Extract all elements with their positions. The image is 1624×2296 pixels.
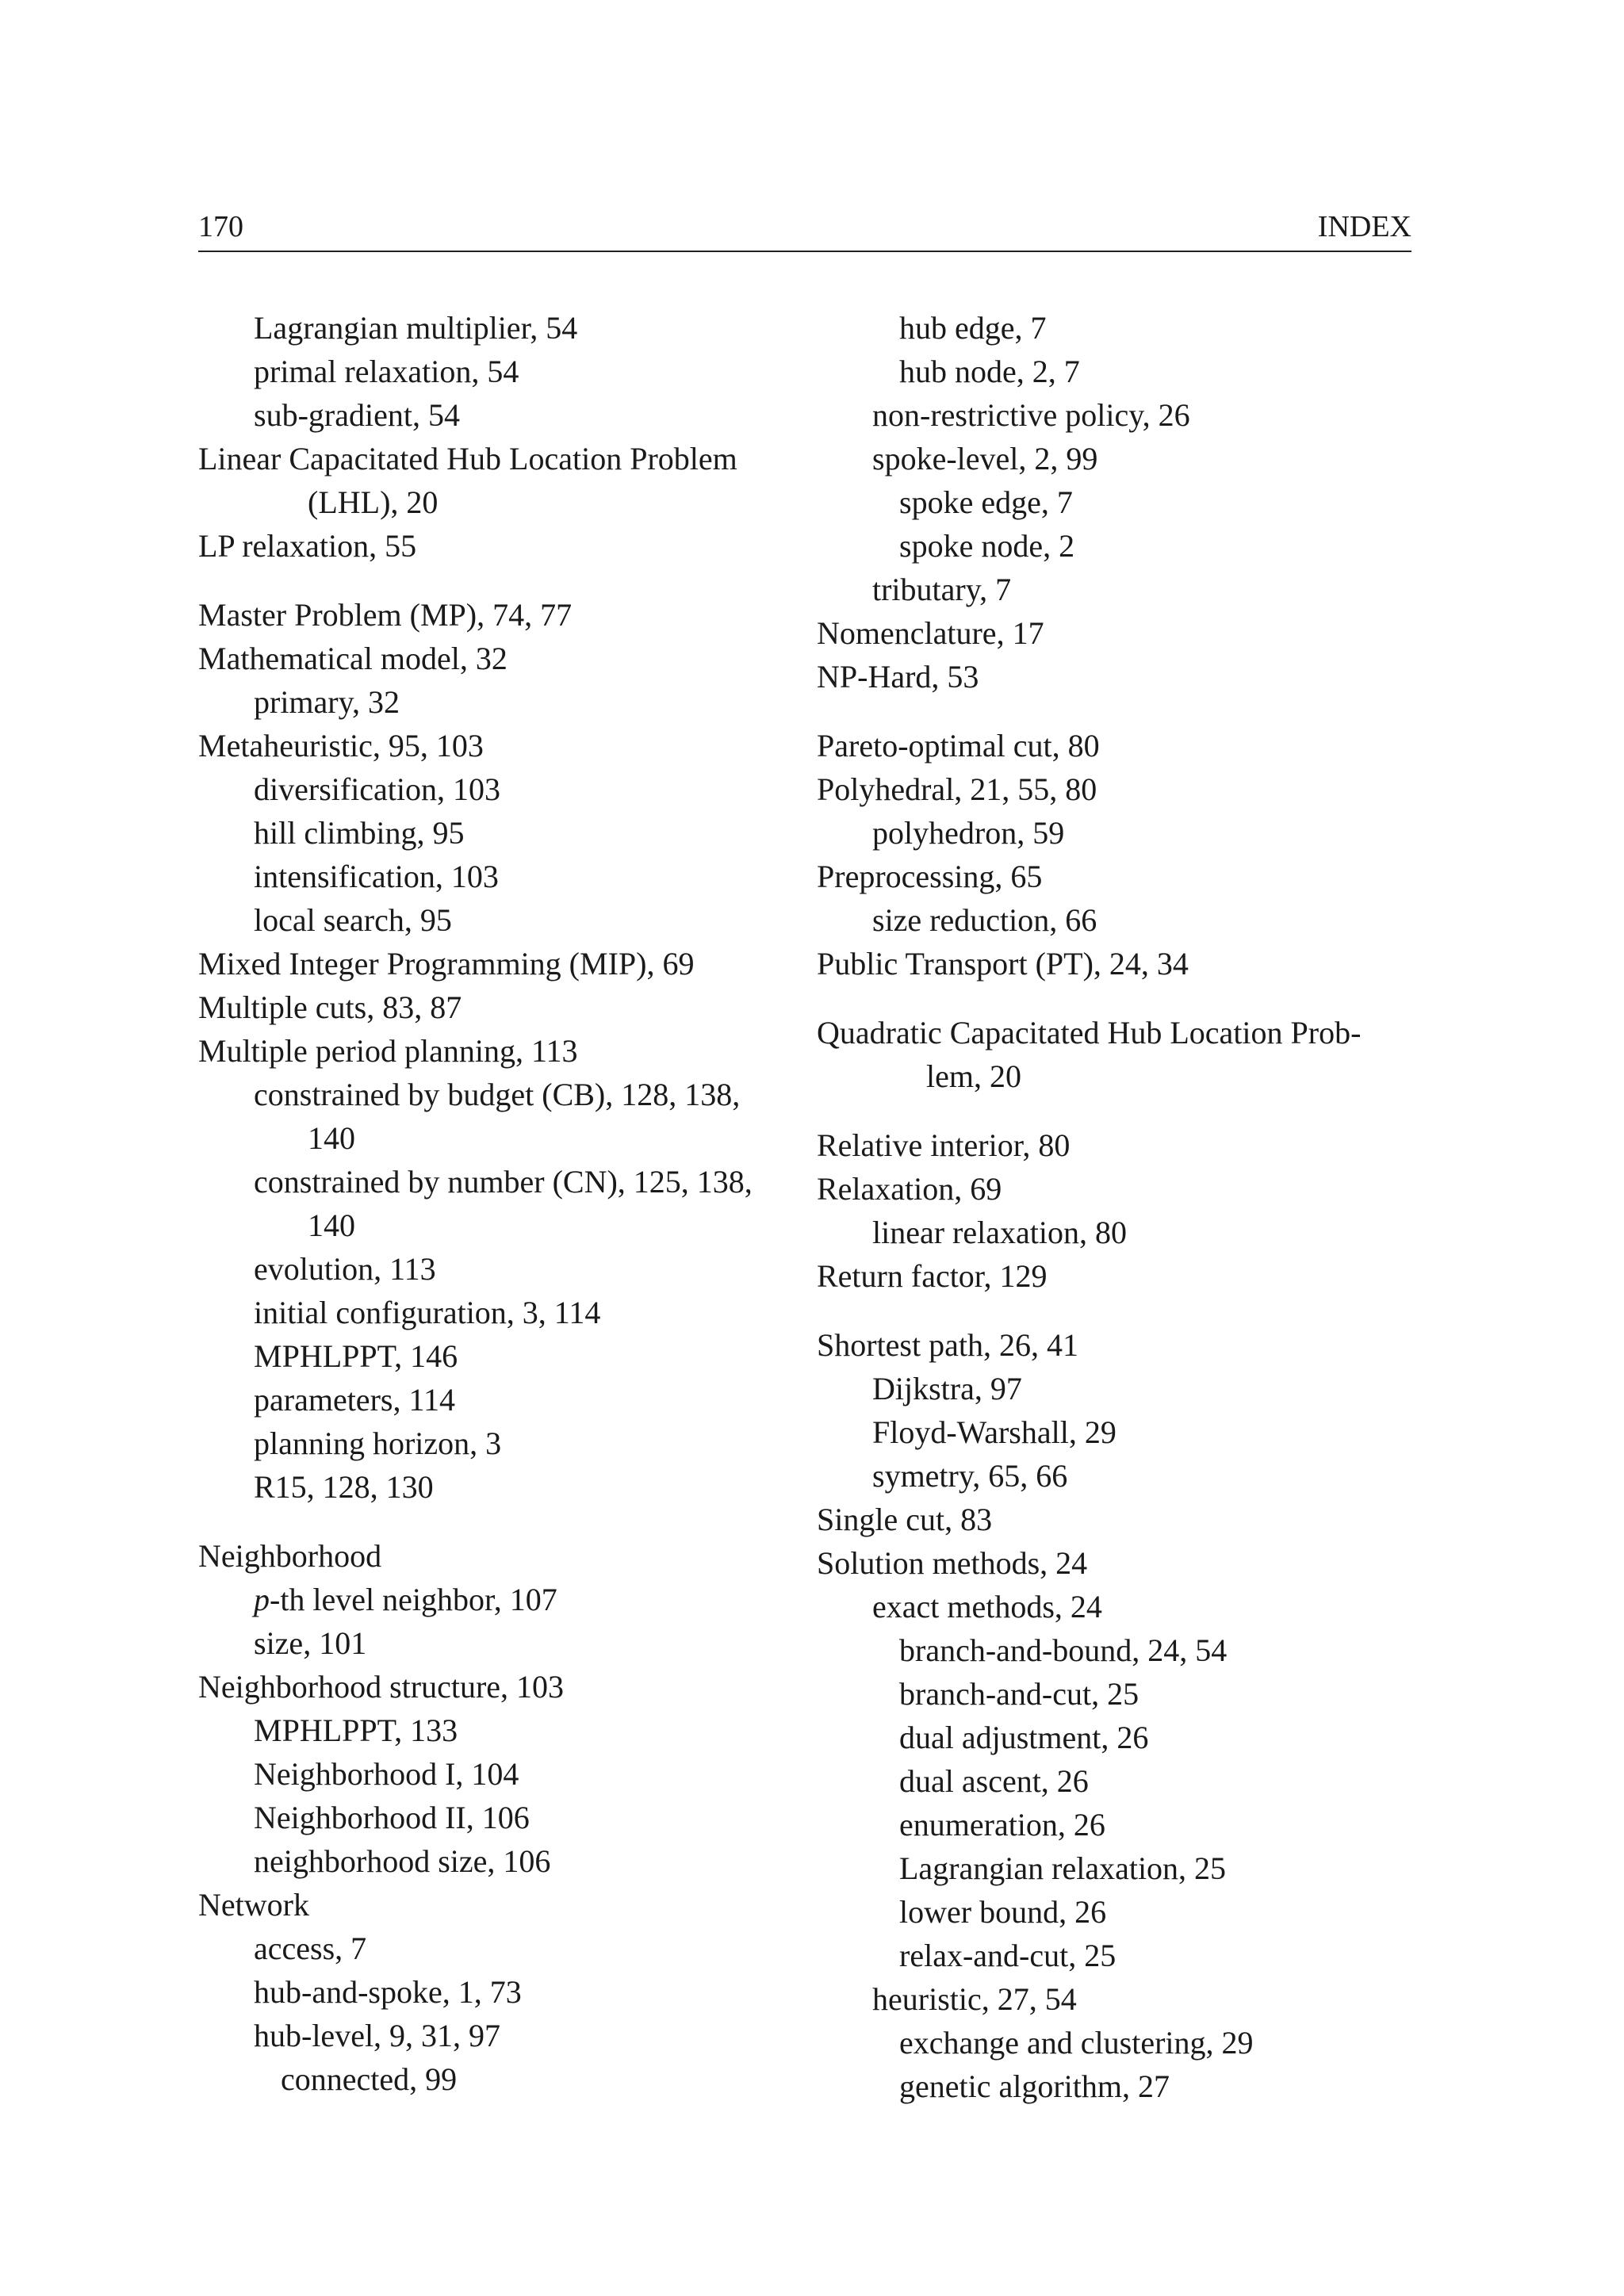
index-entry <box>817 767 1419 811</box>
entry-group-gap <box>198 568 801 593</box>
entry-text: Quadratic Capacitated Hub Location Prob- <box>817 1015 1362 1050</box>
entry-text: local search, 95 <box>254 902 452 938</box>
index-subentry <box>817 1410 1419 1454</box>
index-subentry <box>198 811 801 855</box>
index-subentry <box>817 2064 1419 2108</box>
entry-text: sub-gradient, 54 <box>254 397 460 433</box>
entry-text: MPHLPPT, 146 <box>254 1338 458 1374</box>
entry-text: intensification, 103 <box>254 859 499 894</box>
entry-text: size reduction, 66 <box>872 902 1097 938</box>
entry-text: -th level neighbor, 107 <box>270 1582 557 1617</box>
index-subentry <box>198 1927 801 1970</box>
entry-text: LP relaxation, 55 <box>198 528 417 564</box>
entry-text: Floyd-Warshall, 29 <box>872 1414 1116 1450</box>
entry-text: Network <box>198 1887 309 1923</box>
entry-text: linear relaxation, 80 <box>872 1215 1127 1250</box>
entry-text: spoke edge, 7 <box>899 484 1073 520</box>
index-subentry <box>817 1934 1419 1977</box>
entry-text: non-restrictive policy, 26 <box>872 397 1190 433</box>
entry-text: Public Transport (PT), 24, 34 <box>817 946 1189 982</box>
entry-text: Multiple period planning, 113 <box>198 1033 578 1069</box>
index-subentry <box>817 350 1419 393</box>
index-subentry <box>198 1970 801 2014</box>
index-subentry <box>817 480 1419 524</box>
entry-text: Polyhedral, 21, 55, 80 <box>817 771 1097 807</box>
entry-text: primal relaxation, 54 <box>254 354 519 389</box>
entry-text: 140 <box>308 1207 355 1243</box>
index-subentry <box>817 1367 1419 1410</box>
entry-text: size, 101 <box>254 1625 367 1661</box>
entry-text: hub edge, 7 <box>899 310 1047 346</box>
entry-text: NP-Hard, 53 <box>817 659 979 695</box>
index-subentry <box>817 2021 1419 2064</box>
entry-text: Relaxation, 69 <box>817 1171 1002 1207</box>
index-entry-continuation <box>817 1054 1419 1098</box>
entry-group-gap <box>817 1098 1419 1123</box>
index-subentry <box>817 306 1419 350</box>
entry-text: relax-and-cut, 25 <box>899 1938 1116 1973</box>
entry-text: Solution methods, 24 <box>817 1545 1088 1581</box>
index-subentry <box>817 1977 1419 2021</box>
index-subentry <box>198 1796 801 1839</box>
index-subentry <box>198 1839 801 1883</box>
entry-text: evolution, 113 <box>254 1251 436 1287</box>
entry-text: Pareto-optimal cut, 80 <box>817 728 1100 763</box>
index-subentry <box>817 1585 1419 1628</box>
index-entry <box>198 437 801 480</box>
index-entry <box>198 1029 801 1073</box>
index-entry <box>817 1254 1419 1298</box>
entry-text: hub-level, 9, 31, 97 <box>254 2018 501 2053</box>
entry-text: Metaheuristic, 95, 103 <box>198 728 484 763</box>
index-entry <box>817 855 1419 898</box>
index-subentry <box>198 306 801 350</box>
entry-text: spoke node, 2 <box>899 528 1075 564</box>
index-subentry <box>198 2057 801 2101</box>
entry-text: hill climbing, 95 <box>254 815 465 851</box>
entry-text: (LHL), 20 <box>308 484 439 520</box>
index-subentry <box>198 898 801 942</box>
index-subentry <box>817 1716 1419 1759</box>
entry-text: dual adjustment, 26 <box>899 1720 1149 1755</box>
index-entry-continuation <box>198 1203 801 1247</box>
entry-text: Linear Capacitated Hub Location Problem <box>198 441 737 476</box>
entry-text: Relative interior, 80 <box>817 1127 1071 1163</box>
entry-text: Single cut, 83 <box>817 1502 993 1537</box>
index-subentry <box>198 855 801 898</box>
index-entry <box>817 655 1419 698</box>
index-subentry <box>817 1846 1419 1890</box>
entry-text: hub node, 2, 7 <box>899 354 1080 389</box>
entry-text: Neighborhood structure, 103 <box>198 1669 565 1705</box>
entry-text: parameters, 114 <box>254 1382 455 1418</box>
index-entry <box>817 724 1419 767</box>
index-subentry <box>817 524 1419 568</box>
index-subentry <box>817 1672 1419 1716</box>
index-subentry <box>198 1465 801 1509</box>
entry-text: branch-and-bound, 24, 54 <box>899 1632 1228 1668</box>
index-entry <box>817 1123 1419 1167</box>
entry-text: Return factor, 129 <box>817 1258 1048 1294</box>
page-number: 170 <box>198 210 243 243</box>
index-subentry <box>817 1759 1419 1803</box>
index-subentry <box>198 1073 801 1116</box>
index-subentry <box>817 568 1419 611</box>
index-entry <box>817 1011 1419 1054</box>
index-entry <box>817 1498 1419 1541</box>
index-entry <box>198 524 801 568</box>
entry-text: constrained by number (CN), 125, 138, <box>254 1164 753 1200</box>
index-entry <box>198 724 801 767</box>
entry-text: connected, 99 <box>281 2061 458 2097</box>
index-entry <box>817 1541 1419 1585</box>
entry-text: 140 <box>308 1120 355 1156</box>
index-entry <box>198 1883 801 1927</box>
index-subentry <box>198 1621 801 1665</box>
index-entry <box>198 1534 801 1578</box>
index-entry-continuation <box>198 480 801 524</box>
index-subentry <box>198 767 801 811</box>
index-column-left <box>198 306 801 2101</box>
index-entry <box>198 593 801 637</box>
entry-text: Dijkstra, 97 <box>872 1371 1022 1406</box>
entry-group-gap <box>198 1509 801 1534</box>
index-subentry <box>198 2014 801 2057</box>
index-subentry <box>198 1578 801 1621</box>
index-subentry <box>817 811 1419 855</box>
index-subentry <box>198 1709 801 1752</box>
entry-text: Neighborhood I, 104 <box>254 1756 519 1792</box>
index-subentry <box>817 1211 1419 1254</box>
entry-text: initial configuration, 3, 114 <box>254 1295 601 1330</box>
entry-text: lem, 20 <box>926 1058 1021 1094</box>
index-entry <box>198 942 801 985</box>
entry-text: exchange and clustering, 29 <box>899 2025 1254 2061</box>
index-subentry <box>817 1803 1419 1846</box>
index-subentry <box>817 1890 1419 1934</box>
index-entry <box>817 942 1419 985</box>
index-subentry <box>198 1291 801 1334</box>
entry-text: neighborhood size, 106 <box>254 1843 551 1879</box>
entry-text: hub-and-spoke, 1, 73 <box>254 1974 522 2010</box>
index-subentry <box>817 1454 1419 1498</box>
entry-text: Neighborhood II, 106 <box>254 1800 530 1835</box>
entry-text: branch-and-cut, 25 <box>899 1676 1139 1712</box>
running-header <box>198 208 1411 252</box>
entry-text: R15, 128, 130 <box>254 1469 434 1505</box>
entry-text: planning horizon, 3 <box>254 1425 502 1461</box>
entry-text: Mathematical model, 32 <box>198 641 508 676</box>
index-subentry <box>198 393 801 437</box>
index-subentry <box>198 1752 801 1796</box>
index-entry <box>198 637 801 680</box>
running-title: INDEX <box>1317 210 1411 243</box>
index-subentry <box>817 898 1419 942</box>
entry-text: dual ascent, 26 <box>899 1763 1089 1799</box>
index-subentry <box>198 350 801 393</box>
entry-text: spoke-level, 2, 99 <box>872 441 1098 476</box>
index-entry <box>817 611 1419 655</box>
entry-text: exact methods, 24 <box>872 1589 1102 1624</box>
entry-text: Lagrangian multiplier, 54 <box>254 310 578 346</box>
entry-text: constrained by budget (CB), 128, 138, <box>254 1077 741 1112</box>
index-entry <box>817 1323 1419 1367</box>
entry-text: lower bound, 26 <box>899 1894 1107 1930</box>
index-subentry <box>198 1160 801 1203</box>
index-subentry <box>198 1422 801 1465</box>
index-entry <box>198 1665 801 1709</box>
entry-text: enumeration, 26 <box>899 1807 1105 1843</box>
entry-group-gap <box>817 1298 1419 1323</box>
index-subentry <box>817 393 1419 437</box>
entry-text: genetic algorithm, 27 <box>899 2068 1170 2104</box>
index-entry <box>198 985 801 1029</box>
entry-text: access, 7 <box>254 1931 367 1966</box>
index-entry <box>817 1167 1419 1211</box>
entry-text: Shortest path, 26, 41 <box>817 1327 1078 1363</box>
entry-text: MPHLPPT, 133 <box>254 1712 458 1748</box>
entry-text: tributary, 7 <box>872 572 1012 607</box>
index-subentry <box>198 680 801 724</box>
index-column-right <box>817 306 1419 2108</box>
entry-text: heuristic, 27, 54 <box>872 1981 1077 2017</box>
entry-group-gap <box>817 698 1419 724</box>
entry-text: Preprocessing, 65 <box>817 859 1043 894</box>
index-subentry <box>198 1378 801 1422</box>
entry-text: Master Problem (MP), 74, 77 <box>198 597 573 633</box>
entry-text: diversification, 103 <box>254 771 501 807</box>
entry-text: Multiple cuts, 83, 87 <box>198 989 462 1025</box>
index-entry-continuation <box>198 1116 801 1160</box>
entry-text: polyhedron, 59 <box>872 815 1065 851</box>
index-subentry <box>198 1334 801 1378</box>
entry-text: Lagrangian relaxation, 25 <box>899 1850 1227 1886</box>
entry-text: Nomenclature, 17 <box>817 615 1044 651</box>
entry-text: symetry, 65, 66 <box>872 1458 1068 1494</box>
italic-term: p <box>254 1582 270 1617</box>
index-subentry <box>198 1247 801 1291</box>
entry-group-gap <box>817 985 1419 1011</box>
index-subentry <box>817 437 1419 480</box>
entry-text: Mixed Integer Programming (MIP), 69 <box>198 946 695 982</box>
index-subentry <box>817 1628 1419 1672</box>
entry-text: primary, 32 <box>254 684 400 720</box>
entry-text: Neighborhood <box>198 1538 382 1574</box>
